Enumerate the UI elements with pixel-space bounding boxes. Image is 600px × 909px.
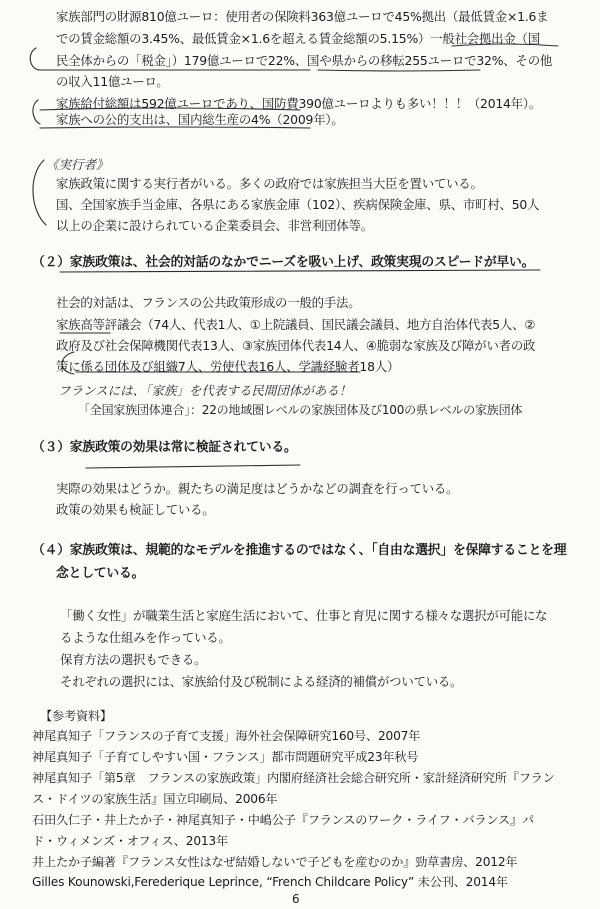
page-number: 6 [292,892,300,906]
section3-heading: （３）家族政策の効果は常に検証されている。 [32,440,297,455]
reference-item: ス・ドイツの家族生活』国立印刷局、2006年 [32,792,278,806]
reference-item: 井上たか子編著『フランス女性はなぜ結婚しないで子どもを産むのか』勁草書房、2012年 [32,855,518,869]
intro-line: での賃金総額の3.45%、最低賃金×1.6を超える賃金総額の5.15%）一般社会拠出金（国 [56,31,540,46]
section2-heading: （２）家族政策は、社会的対話のなかでニーズを吸い上げ、政策実現のスピードが早い。 [32,255,535,270]
bracket-implementer [33,160,46,225]
section3-line: 実際の効果はどうか。親たちの満足度はどうかなどの調査を行っている。 [56,481,459,496]
reference-item: ド・ウィメンズ・オフィス、2013年 [32,834,228,848]
section2-line: 政府及び社会保障機関代表13人、③家族団体代表14人、④脆弱な家族及び障がい者の政 [56,338,536,353]
intro-line: 家族部門の財源810億ユーロ：使用者の保険料363億ユーロで45%拠出（最低賃金×1.6ま [56,9,549,24]
intro-line: の収入11億ユーロ。 [56,74,169,89]
section2-line: 家族高等評議会（74人、代表1人、①上院議員、国民議会議員、地方自治体代表5人、② [56,317,536,332]
handwritten-note: フランスには、「家族」を代表する民間団体がある！ [58,383,352,398]
reference-item: 神尾真知子「フランスの子育て支援」海外社会保障研究160号、2007年 [32,729,421,743]
implementer-label: 《実行者》 [46,157,109,172]
underline-section3 [86,465,300,468]
underline-179 [210,70,480,71]
section4-heading: （４）家族政策は、規範的なモデルを推進するのではなく、「自由な選択」を保障することを理 [32,543,567,558]
section4-line: 「働く女性」が職業生活と家庭生活において、仕事と育児に関する様々な選択が可能にな [60,608,548,623]
references-title: 【参考資料】 [40,709,112,723]
intro-line: 家族給付総額は592億ユーロであり、国防費390億ユーロよりも多い！！！（2014年）。 [56,96,542,111]
section3-line: 政策の効果も検証している。 [56,502,215,517]
bracket-family-benefit [33,100,40,124]
section2-line: 策に係る団体及び組織7人、労使代表16人、学識経験者18人） [56,359,400,374]
reference-item: 神尾真知子「第5章 フランスの家族政策」内閣府経済社会総合研究所・家計経済研究所『フラン [32,771,555,785]
implementer-line: 家族政策に関する実行者がいる。多くの政府では家族担当大臣を置いている。 [56,176,483,191]
section4-line: るような仕組みを作っている。 [60,630,231,645]
reference-item: Gilles Kounowski,Ferederique Leprince, “French Childcare Policy” 未公刊、2014年 [32,875,508,889]
intro-line: 民全体からの「税金」）179億ユーロで22%、国や県からの移転255ユーロで32%、その他 [56,53,553,68]
section2-line: 社会的対話は、フランスの公共政策形成の一般的手法。 [56,295,361,310]
section4-line: それぞれの選択には、家族給付及び税制による経済的補償がついている。 [60,674,463,689]
reference-item: 神尾真知子「子育てしやすい国・フランス」都市問題研究平成23年秋号 [32,750,419,764]
section4-heading-cont: 念としている。 [56,566,145,581]
implementer-line: 以上の企業に設けられている企業委員会、非営利団体等。 [56,218,373,233]
section4-line: 保育方法の選択もできる。 [60,652,207,667]
reference-item: 石田久仁子・井上たか子・神尾真知子・中嶋公子『フランスのワーク・ライフ・バランス』パ [32,813,535,827]
implementer-line: 国、全国家族手当金庫、各県にある家族金庫（102）、疾病保険金庫、県、市町村、50人 [56,197,540,212]
intro-line: 家族への公的支出は、国内総生産の4%（2009年）。 [56,112,344,127]
federation-line: 「全国家族団体連合」：22の地域圏レベルの家族団体及び100の県レベルの家族団体 [78,403,523,417]
